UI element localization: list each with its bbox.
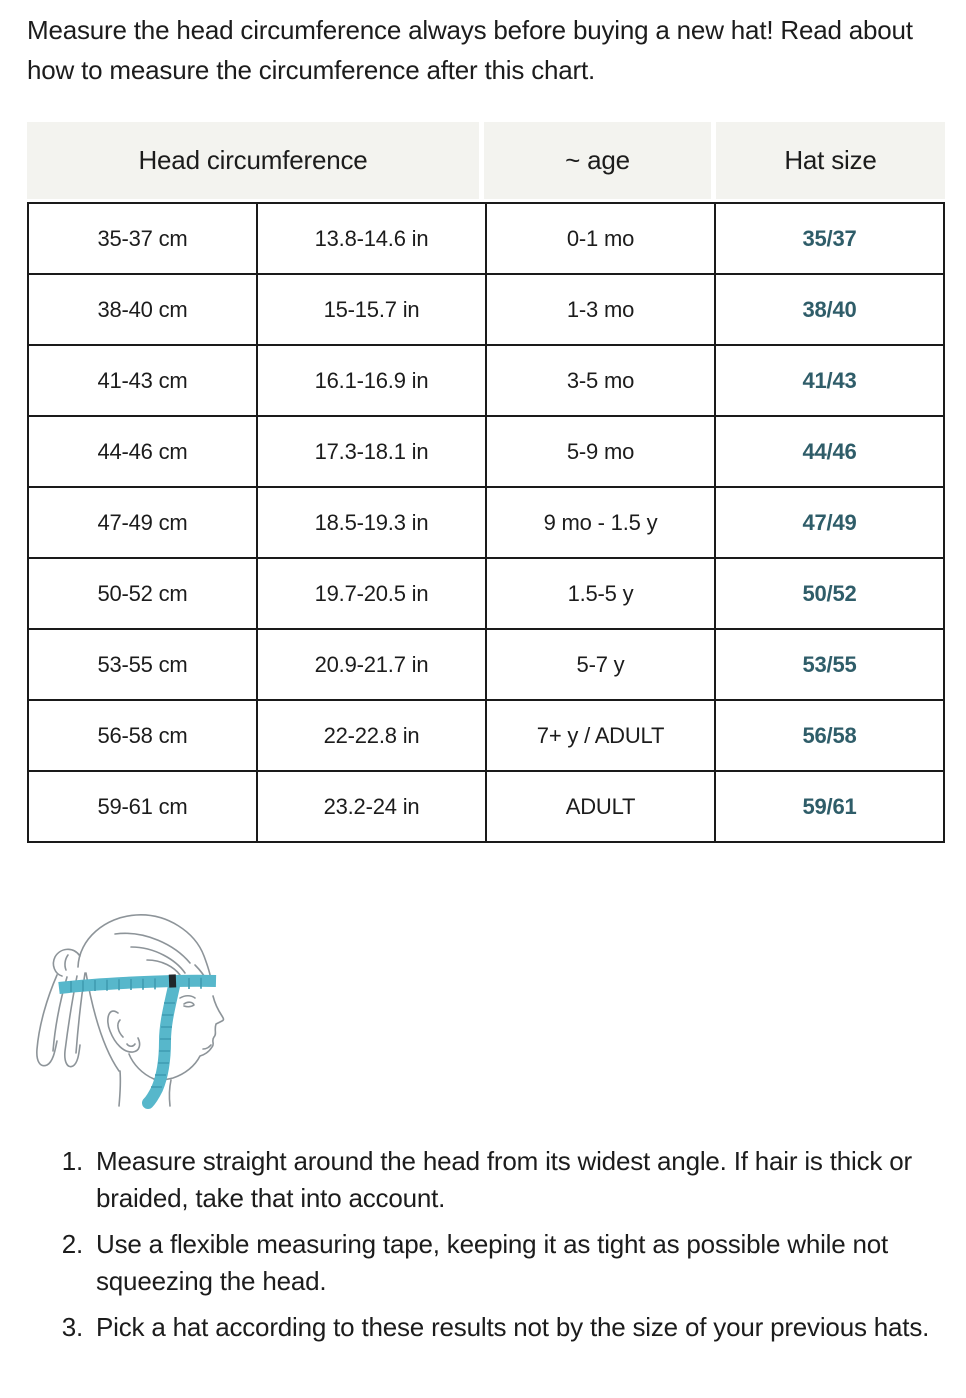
table-row: [28, 274, 944, 345]
cell-hat-size: 41/43: [715, 345, 944, 416]
cell-hat-size: 56/58: [715, 700, 944, 771]
head-measurement-illustration: [23, 903, 235, 1109]
table-row: [28, 771, 944, 842]
cell-hat-size: 38/40: [715, 274, 944, 345]
size-chart: [27, 122, 945, 843]
cell-hat-size: 47/49: [715, 487, 944, 558]
table-row: [28, 700, 944, 771]
instructions-list: [27, 1143, 945, 1346]
cell-in: 22-22.8 in: [257, 700, 486, 771]
cell-age: 3-5 mo: [486, 345, 715, 416]
cell-in: 13.8-14.6 in: [257, 203, 486, 274]
table-row: [28, 203, 944, 274]
cell-cm: 59-61 cm: [28, 771, 257, 842]
table-row: [28, 416, 944, 487]
header-age: ~ age: [484, 122, 711, 199]
cell-age: 1.5-5 y: [486, 558, 715, 629]
cell-age: 7+ y / ADULT: [486, 700, 715, 771]
instruction-item: 1. Measure straight around the head from its widest angle. If hair is thick or braided, take that into account.: [90, 1143, 945, 1217]
cell-cm: 50-52 cm: [28, 558, 257, 629]
cell-in: 17.3-18.1 in: [257, 416, 486, 487]
table-row: [28, 487, 944, 558]
cell-hat-size: 53/55: [715, 629, 944, 700]
cell-in: 19.7-20.5 in: [257, 558, 486, 629]
cell-in: 20.9-21.7 in: [257, 629, 486, 700]
cell-age: 9 mo - 1.5 y: [486, 487, 715, 558]
cell-in: 15-15.7 in: [257, 274, 486, 345]
cell-cm: 53-55 cm: [28, 629, 257, 700]
header-hat-size: Hat size: [716, 122, 945, 199]
size-chart-header-row: [27, 122, 945, 199]
cell-age: ADULT: [486, 771, 715, 842]
cell-age: 1-3 mo: [486, 274, 715, 345]
cell-in: 23.2-24 in: [257, 771, 486, 842]
cell-cm: 47-49 cm: [28, 487, 257, 558]
cell-cm: 35-37 cm: [28, 203, 257, 274]
intro-text: Measure the head circumference always before buying a new hat! Read about how to measure the circumference after this chart.: [27, 15, 913, 85]
cell-in: 16.1-16.9 in: [257, 345, 486, 416]
instruction-item: 3. Pick a hat according to these results not by the size of your previous hats.: [90, 1309, 945, 1346]
cell-age: 5-7 y: [486, 629, 715, 700]
instruction-item: 2. Use a flexible measuring tape, keeping it as tight as possible while not squeezing the head.: [90, 1226, 945, 1300]
cell-hat-size: 59/61: [715, 771, 944, 842]
cell-cm: 41-43 cm: [28, 345, 257, 416]
table-row: [28, 558, 944, 629]
head-tape-drawing-icon: [23, 903, 235, 1109]
cell-cm: 38-40 cm: [28, 274, 257, 345]
cell-age: 5-9 mo: [486, 416, 715, 487]
cell-cm: 44-46 cm: [28, 416, 257, 487]
cell-hat-size: 44/46: [715, 416, 944, 487]
cell-cm: 56-58 cm: [28, 700, 257, 771]
table-row: [28, 345, 944, 416]
cell-age: 0-1 mo: [486, 203, 715, 274]
cell-in: 18.5-19.3 in: [257, 487, 486, 558]
size-chart-body: [27, 202, 945, 843]
header-head-circumference: Head circumference: [27, 122, 479, 199]
cell-hat-size: 50/52: [715, 558, 944, 629]
table-row: [28, 629, 944, 700]
cell-hat-size: 35/37: [715, 203, 944, 274]
